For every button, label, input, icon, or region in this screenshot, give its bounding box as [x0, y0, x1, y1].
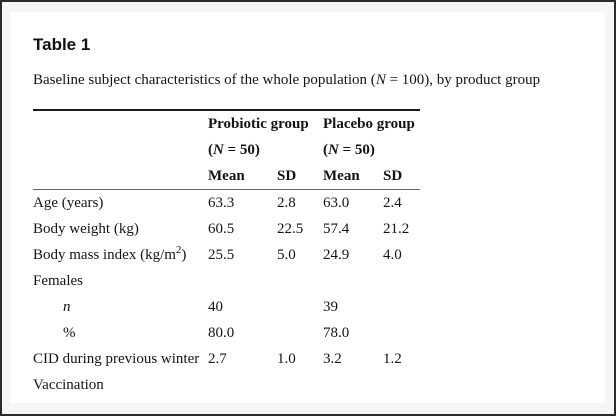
cell-value	[323, 372, 383, 398]
cell-value: 39	[323, 299, 339, 315]
row-females-n	[33, 294, 420, 320]
row-females-percent	[33, 320, 420, 346]
row-cid	[33, 346, 420, 372]
cell-value: 2.4	[383, 195, 402, 211]
cell-value: 60.5	[208, 221, 235, 237]
cell-value: 24.9	[323, 247, 350, 263]
paper-page	[10, 12, 605, 403]
cell-value: 80.0	[208, 325, 235, 341]
row-label: Body mass index $(kg/m^2)$	[33, 244, 187, 263]
row-label: %	[63, 325, 76, 341]
table-header	[33, 110, 420, 190]
empty-header-cell	[33, 110, 208, 137]
cell-value	[383, 372, 420, 398]
empty-header-cell	[33, 137, 208, 163]
squared-superscript: 2	[175, 244, 182, 256]
row-label: n	[63, 299, 71, 315]
cell-value: 5.0	[277, 247, 296, 263]
row-label: Vaccination	[33, 377, 104, 393]
probiotic-sample-size: (N = 50)	[208, 142, 260, 158]
row-bmi	[33, 242, 420, 268]
caption-text-end: = 100), by product group	[385, 72, 541, 88]
header-sd-probiotic: SD	[277, 168, 297, 184]
cell-value: 78.0	[323, 325, 350, 341]
row-vaccination	[33, 372, 420, 398]
row-label: Females	[33, 273, 83, 289]
row-body-weight	[33, 216, 420, 242]
cell-value: 25.5	[208, 247, 235, 263]
cell-value	[277, 372, 323, 398]
cell-value: 63.3	[208, 195, 235, 211]
cell-value: 4.0	[383, 247, 402, 263]
stat-header-row	[33, 163, 420, 190]
cell-value: 22.5	[277, 221, 304, 237]
cell-value	[277, 320, 323, 346]
cell-value: 63.0	[323, 195, 350, 211]
cell-value: 3.2	[323, 351, 342, 367]
cell-value	[383, 320, 420, 346]
column-group-probiotic: Probiotic group	[208, 116, 309, 132]
empty-header-cell	[33, 163, 208, 190]
cell-value: 40	[208, 299, 223, 315]
cell-value: 1.2	[383, 351, 402, 367]
row-age	[33, 190, 420, 217]
column-group-placebo: Placebo group	[323, 116, 415, 132]
cell-value: 2.7	[208, 351, 227, 367]
row-label: CID during previous winter	[33, 351, 200, 367]
row-label: Body weight (kg)	[33, 221, 139, 237]
caption-n-symbol: N	[375, 72, 386, 88]
table-caption	[33, 71, 605, 90]
row-females	[33, 268, 420, 294]
cell-value	[383, 268, 420, 294]
cell-value	[277, 268, 323, 294]
row-label: Age (years)	[33, 195, 104, 211]
cell-value: 57.4	[323, 221, 350, 237]
table-body	[33, 190, 420, 399]
sample-size-header-row	[33, 137, 420, 163]
table-title: Table 1	[33, 35, 91, 54]
baseline-characteristics-table	[33, 109, 420, 398]
cell-value	[277, 294, 323, 320]
cell-value: 2.8	[277, 195, 296, 211]
cell-value	[208, 372, 277, 398]
header-mean-placebo: Mean	[323, 168, 360, 184]
header-mean-probiotic: Mean	[208, 168, 245, 184]
group-header-row	[33, 110, 420, 137]
cell-value	[383, 294, 420, 320]
cell-value	[208, 268, 277, 294]
cell-value: 1.0	[277, 351, 296, 367]
caption-text-start: Baseline subject characteristics of the whole population (	[33, 72, 376, 88]
cell-value	[323, 268, 383, 294]
header-sd-placebo: SD	[383, 168, 403, 184]
placebo-sample-size: (N = 50)	[323, 142, 375, 158]
cell-value: 21.2	[383, 221, 410, 237]
